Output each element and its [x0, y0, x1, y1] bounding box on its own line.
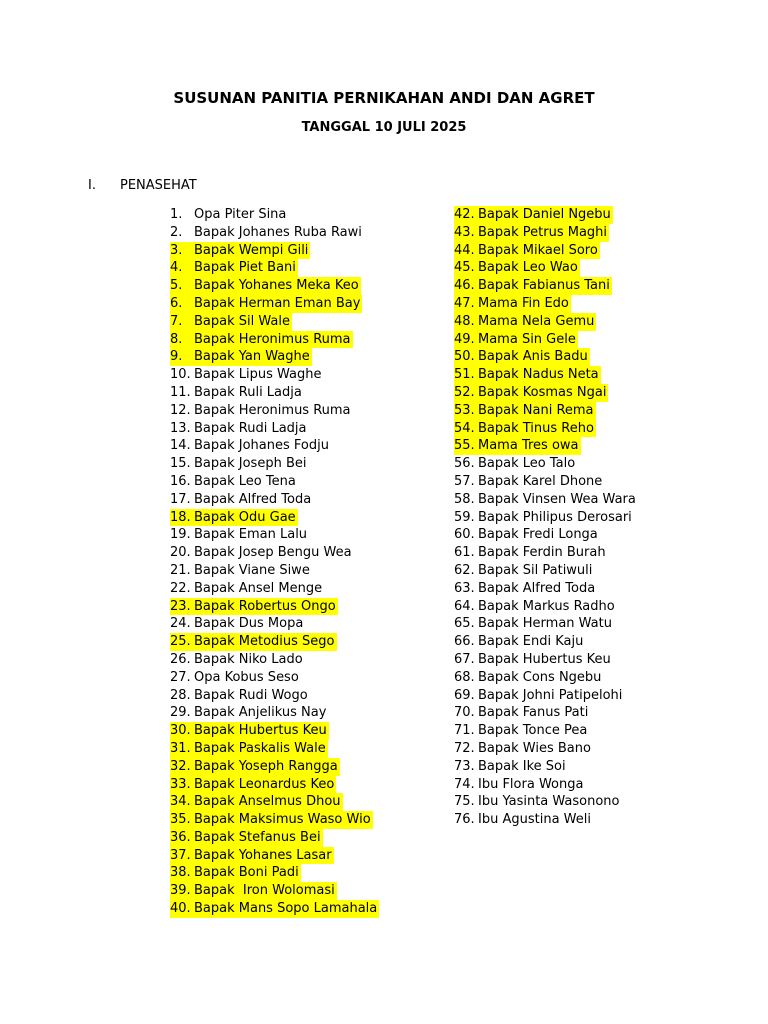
item-name: Bapak Karel Dhone — [478, 473, 603, 489]
list-item — [170, 704, 379, 722]
item-name: Bapak Anjelikus Nay — [194, 705, 327, 721]
list-item — [170, 366, 379, 384]
item-number: 70. — [454, 705, 475, 721]
list-item — [170, 615, 379, 633]
item-name: Bapak Cons Ngebu — [478, 669, 602, 685]
item-name: Bapak Johni Patipelohi — [478, 687, 623, 703]
item-number: 55. — [454, 438, 475, 454]
item-number: 15. — [170, 456, 191, 472]
item-number: 59. — [454, 509, 475, 525]
item-name: Bapak Sil Patiwuli — [478, 562, 593, 578]
list-item — [454, 776, 636, 794]
item-name: Bapak Rudi Wogo — [194, 687, 308, 703]
list-item — [454, 758, 636, 776]
item-number: 29. — [170, 705, 191, 721]
item-name: Bapak Daniel Ngebu — [478, 207, 611, 222]
list-item — [454, 544, 636, 562]
document-title: SUSUNAN PANITIA PERNIKAHAN ANDI DAN AGRET — [173, 89, 595, 107]
item-number: 54. — [454, 420, 475, 436]
section-label: PENASEHAT — [120, 178, 197, 193]
list-item — [170, 544, 379, 562]
item-name: Bapak Yan Waghe — [194, 349, 310, 365]
list-item — [454, 331, 578, 349]
item-name: Bapak Dus Mopa — [194, 616, 304, 632]
item-name: Bapak Wempi Gili — [194, 242, 309, 258]
item-number: 34. — [170, 794, 191, 810]
list-item — [170, 402, 379, 420]
list-item — [454, 402, 596, 420]
list-item — [170, 224, 379, 242]
item-name: Bapak Johanes Fodju — [194, 438, 329, 454]
list-item — [454, 277, 612, 295]
item-name: Opa Kobus Seso — [194, 669, 299, 685]
list-item — [170, 722, 329, 740]
item-number: 64. — [454, 598, 475, 614]
list-item — [170, 242, 310, 260]
item-name: Bapak Yohanes Meka Keo — [194, 278, 359, 294]
list-item — [170, 473, 379, 491]
item-number: 53. — [454, 402, 475, 418]
item-number: 37. — [170, 847, 191, 863]
item-name: Bapak Petrus Maghi — [478, 224, 608, 240]
list-item — [170, 882, 337, 900]
item-number: 52. — [454, 384, 475, 400]
item-number: 60. — [454, 527, 475, 543]
item-number: 19. — [170, 527, 191, 543]
list-item — [454, 811, 636, 829]
item-name: Bapak Fabianus Tani — [478, 278, 610, 294]
item-name: Bapak Heronimus Ruma — [194, 402, 351, 418]
list-item — [454, 633, 636, 651]
item-number: 58. — [454, 491, 475, 507]
list-item — [170, 598, 338, 616]
item-name: Bapak Piet Bani — [194, 260, 296, 276]
item-name: Bapak Alfred Toda — [194, 491, 312, 507]
item-name: Bapak Tonce Pea — [478, 723, 588, 739]
list-item — [454, 704, 636, 722]
list-item — [170, 313, 292, 331]
item-number: 9. — [170, 349, 183, 365]
item-number: 8. — [170, 331, 183, 347]
list-item — [170, 455, 379, 473]
item-name: Opa Piter Sina — [194, 207, 287, 222]
list-item — [454, 313, 596, 331]
item-number: 76. — [454, 812, 475, 828]
item-name: Bapak Robertus Ongo — [194, 598, 336, 614]
list-item — [170, 331, 353, 349]
item-name: Bapak Leonardus Keo — [194, 776, 335, 792]
list-item — [454, 348, 590, 366]
list-item — [454, 437, 581, 455]
item-number: 73. — [454, 758, 475, 774]
item-number: 36. — [170, 829, 191, 845]
item-name: Bapak Stefanus Bei — [194, 829, 321, 845]
item-name: Ibu Agustina Weli — [478, 812, 591, 828]
item-number: 13. — [170, 420, 191, 436]
item-number: 22. — [170, 580, 191, 596]
list-item — [454, 224, 609, 242]
item-name: Bapak Endi Kaju — [478, 634, 584, 650]
list-item — [170, 811, 373, 829]
item-name: Bapak Eman Lalu — [194, 527, 308, 543]
list-item — [454, 580, 636, 598]
list-item — [170, 687, 379, 705]
list-item — [454, 259, 580, 277]
list-item — [170, 277, 361, 295]
item-number: 6. — [170, 295, 183, 311]
list-item — [170, 847, 334, 865]
document-subtitle: TANGGAL 10 JULI 2025 — [301, 120, 467, 135]
list-item — [454, 562, 636, 580]
item-number: 69. — [454, 687, 475, 703]
list-item — [170, 864, 301, 882]
item-number: 28. — [170, 687, 191, 703]
item-name: Bapak Lipus Waghe — [194, 367, 322, 383]
list-item — [454, 509, 636, 527]
item-name: Bapak Hubertus Keu — [194, 723, 327, 739]
list-item — [170, 758, 340, 776]
item-number: 61. — [454, 545, 475, 561]
item-number: 50. — [454, 349, 475, 365]
item-number: 40. — [170, 901, 191, 917]
item-number: 66. — [454, 634, 475, 650]
item-name: Bapak Mans Sopo Lamahala — [194, 901, 378, 917]
item-name: Bapak Sil Wale — [194, 313, 290, 329]
item-number: 5. — [170, 278, 183, 294]
item-name: Bapak Boni Padi — [194, 865, 299, 881]
list-item — [170, 437, 379, 455]
item-number: 21. — [170, 562, 191, 578]
item-name: Bapak Iron Wolomasi — [194, 883, 335, 899]
item-number: 39. — [170, 883, 191, 899]
item-number: 25. — [170, 634, 191, 650]
item-name: Bapak Philipus Derosari — [478, 509, 632, 525]
list-item — [170, 348, 312, 366]
item-number: 74. — [454, 776, 475, 792]
item-number: 32. — [170, 758, 191, 774]
item-name: Ibu Flora Wonga — [478, 776, 584, 792]
item-number: 49. — [454, 331, 475, 347]
section-heading — [88, 178, 197, 193]
section-number: I. — [88, 178, 96, 193]
item-name: Bapak Kosmas Ngai — [478, 384, 607, 400]
list-item — [170, 259, 298, 277]
item-number: 16. — [170, 473, 191, 489]
item-name: Bapak Wies Bano — [478, 740, 591, 756]
item-name: Bapak Maksimus Waso Wio — [194, 812, 371, 828]
list-item — [454, 722, 636, 740]
item-name: Bapak Anselmus Dhou — [194, 794, 341, 810]
item-name: Bapak Yohanes Lasar — [194, 847, 332, 863]
item-number: 10. — [170, 367, 191, 383]
item-name: Bapak Leo Talo — [478, 456, 576, 472]
item-name: Mama Sin Gele — [478, 331, 576, 347]
list-item — [454, 242, 600, 260]
list-item — [170, 384, 379, 402]
list-item — [170, 491, 379, 509]
item-name: Bapak Johanes Ruba Rawi — [194, 224, 362, 240]
item-number: 30. — [170, 723, 191, 739]
list-item — [454, 526, 636, 544]
item-name: Bapak Nadus Neta — [478, 367, 599, 383]
item-name: Bapak Niko Lado — [194, 651, 303, 667]
item-number: 46. — [454, 278, 475, 294]
item-number: 33. — [170, 776, 191, 792]
item-number: 24. — [170, 616, 191, 632]
list-item — [170, 509, 298, 527]
item-number: 14. — [170, 438, 191, 454]
list-item — [454, 420, 596, 438]
item-number: 35. — [170, 812, 191, 828]
item-name: Mama Nela Gemu — [478, 313, 595, 329]
item-number: 27. — [170, 669, 191, 685]
list-item — [454, 687, 636, 705]
item-name: Bapak Yoseph Rangga — [194, 758, 338, 774]
list-item — [454, 491, 636, 509]
item-name: Bapak Hubertus Keu — [478, 651, 611, 667]
list-item — [170, 740, 328, 758]
item-name: Bapak Rudi Ladja — [194, 420, 307, 436]
item-name: Ibu Yasinta Wasonono — [478, 794, 620, 810]
list-item — [454, 598, 636, 616]
list-item — [170, 829, 323, 847]
item-number: 38. — [170, 865, 191, 881]
item-name: Bapak Ferdin Burah — [478, 545, 606, 561]
list-item — [170, 669, 379, 687]
item-number: 31. — [170, 740, 191, 756]
item-number: 12. — [170, 402, 191, 418]
item-name: Bapak Herman Watu — [478, 616, 612, 632]
list-item — [170, 420, 379, 438]
item-name: Bapak Ruli Ladja — [194, 384, 302, 400]
list-item — [170, 295, 362, 313]
item-name: Bapak Nani Rema — [478, 402, 594, 418]
member-list-right — [454, 206, 636, 829]
item-number: 51. — [454, 367, 475, 383]
list-item — [454, 295, 571, 313]
item-name: Bapak Leo Wao — [478, 260, 578, 276]
item-number: 65. — [454, 616, 475, 632]
list-item — [454, 366, 601, 384]
item-name: Bapak Mikael Soro — [478, 242, 598, 258]
list-item — [454, 384, 608, 402]
list-item — [454, 793, 636, 811]
item-number: 45. — [454, 260, 475, 276]
list-item — [454, 473, 636, 491]
item-number: 11. — [170, 384, 191, 400]
item-name: Bapak Fanus Pati — [478, 705, 589, 721]
item-name: Bapak Markus Radho — [478, 598, 615, 614]
item-name: Mama Tres owa — [478, 438, 579, 454]
item-number: 75. — [454, 794, 475, 810]
item-number: 7. — [170, 313, 183, 329]
item-number: 71. — [454, 723, 475, 739]
item-name: Bapak Vinsen Wea Wara — [478, 491, 636, 507]
item-number: 20. — [170, 545, 191, 561]
item-number: 57. — [454, 473, 475, 489]
list-item — [170, 793, 343, 811]
item-number: 1. — [170, 207, 183, 222]
item-number: 67. — [454, 651, 475, 667]
item-number: 63. — [454, 580, 475, 596]
item-number: 62. — [454, 562, 475, 578]
list-item — [454, 455, 636, 473]
list-item — [170, 633, 337, 651]
item-number: 44. — [454, 242, 475, 258]
item-number: 47. — [454, 295, 475, 311]
item-name: Bapak Alfred Toda — [478, 580, 596, 596]
item-name: Mama Fin Edo — [478, 295, 569, 311]
item-number: 17. — [170, 491, 191, 507]
item-name: Bapak Herman Eman Bay — [194, 295, 361, 311]
list-item — [454, 669, 636, 687]
item-name: Bapak Metodius Sego — [194, 634, 335, 650]
list-item — [170, 651, 379, 669]
item-name: Bapak Fredi Longa — [478, 527, 598, 543]
list-item — [170, 900, 379, 918]
item-name: Bapak Joseph Bei — [194, 456, 307, 472]
item-number: 3. — [170, 242, 183, 258]
item-number: 23. — [170, 598, 191, 614]
item-name: Bapak Tinus Reho — [478, 420, 594, 436]
item-name: Bapak Ansel Menge — [194, 580, 323, 596]
item-number: 18. — [170, 509, 191, 525]
item-number: 42. — [454, 207, 475, 222]
member-list-left — [170, 206, 379, 918]
item-name: Bapak Leo Tena — [194, 473, 296, 489]
item-name: Bapak Heronimus Ruma — [194, 331, 351, 347]
item-number: 48. — [454, 313, 475, 329]
item-name: Bapak Josep Bengu Wea — [194, 545, 352, 561]
list-item — [454, 651, 636, 669]
item-name: Bapak Odu Gae — [194, 509, 296, 525]
item-number: 26. — [170, 651, 191, 667]
item-name: Bapak Paskalis Wale — [194, 740, 326, 756]
list-item — [454, 206, 613, 224]
item-number: 4. — [170, 260, 183, 276]
item-name: Bapak Viane Siwe — [194, 562, 310, 578]
item-number: 68. — [454, 669, 475, 685]
item-name: Bapak Ike Soi — [478, 758, 566, 774]
item-number: 72. — [454, 740, 475, 756]
item-number: 2. — [170, 224, 183, 240]
item-number: 43. — [454, 224, 475, 240]
list-item — [170, 776, 336, 794]
list-item — [170, 580, 379, 598]
list-item — [170, 562, 379, 580]
list-item — [170, 526, 379, 544]
item-name: Bapak Anis Badu — [478, 349, 588, 365]
item-number: 56. — [454, 456, 475, 472]
list-item — [454, 740, 636, 758]
list-item — [170, 206, 379, 224]
list-item — [454, 615, 636, 633]
